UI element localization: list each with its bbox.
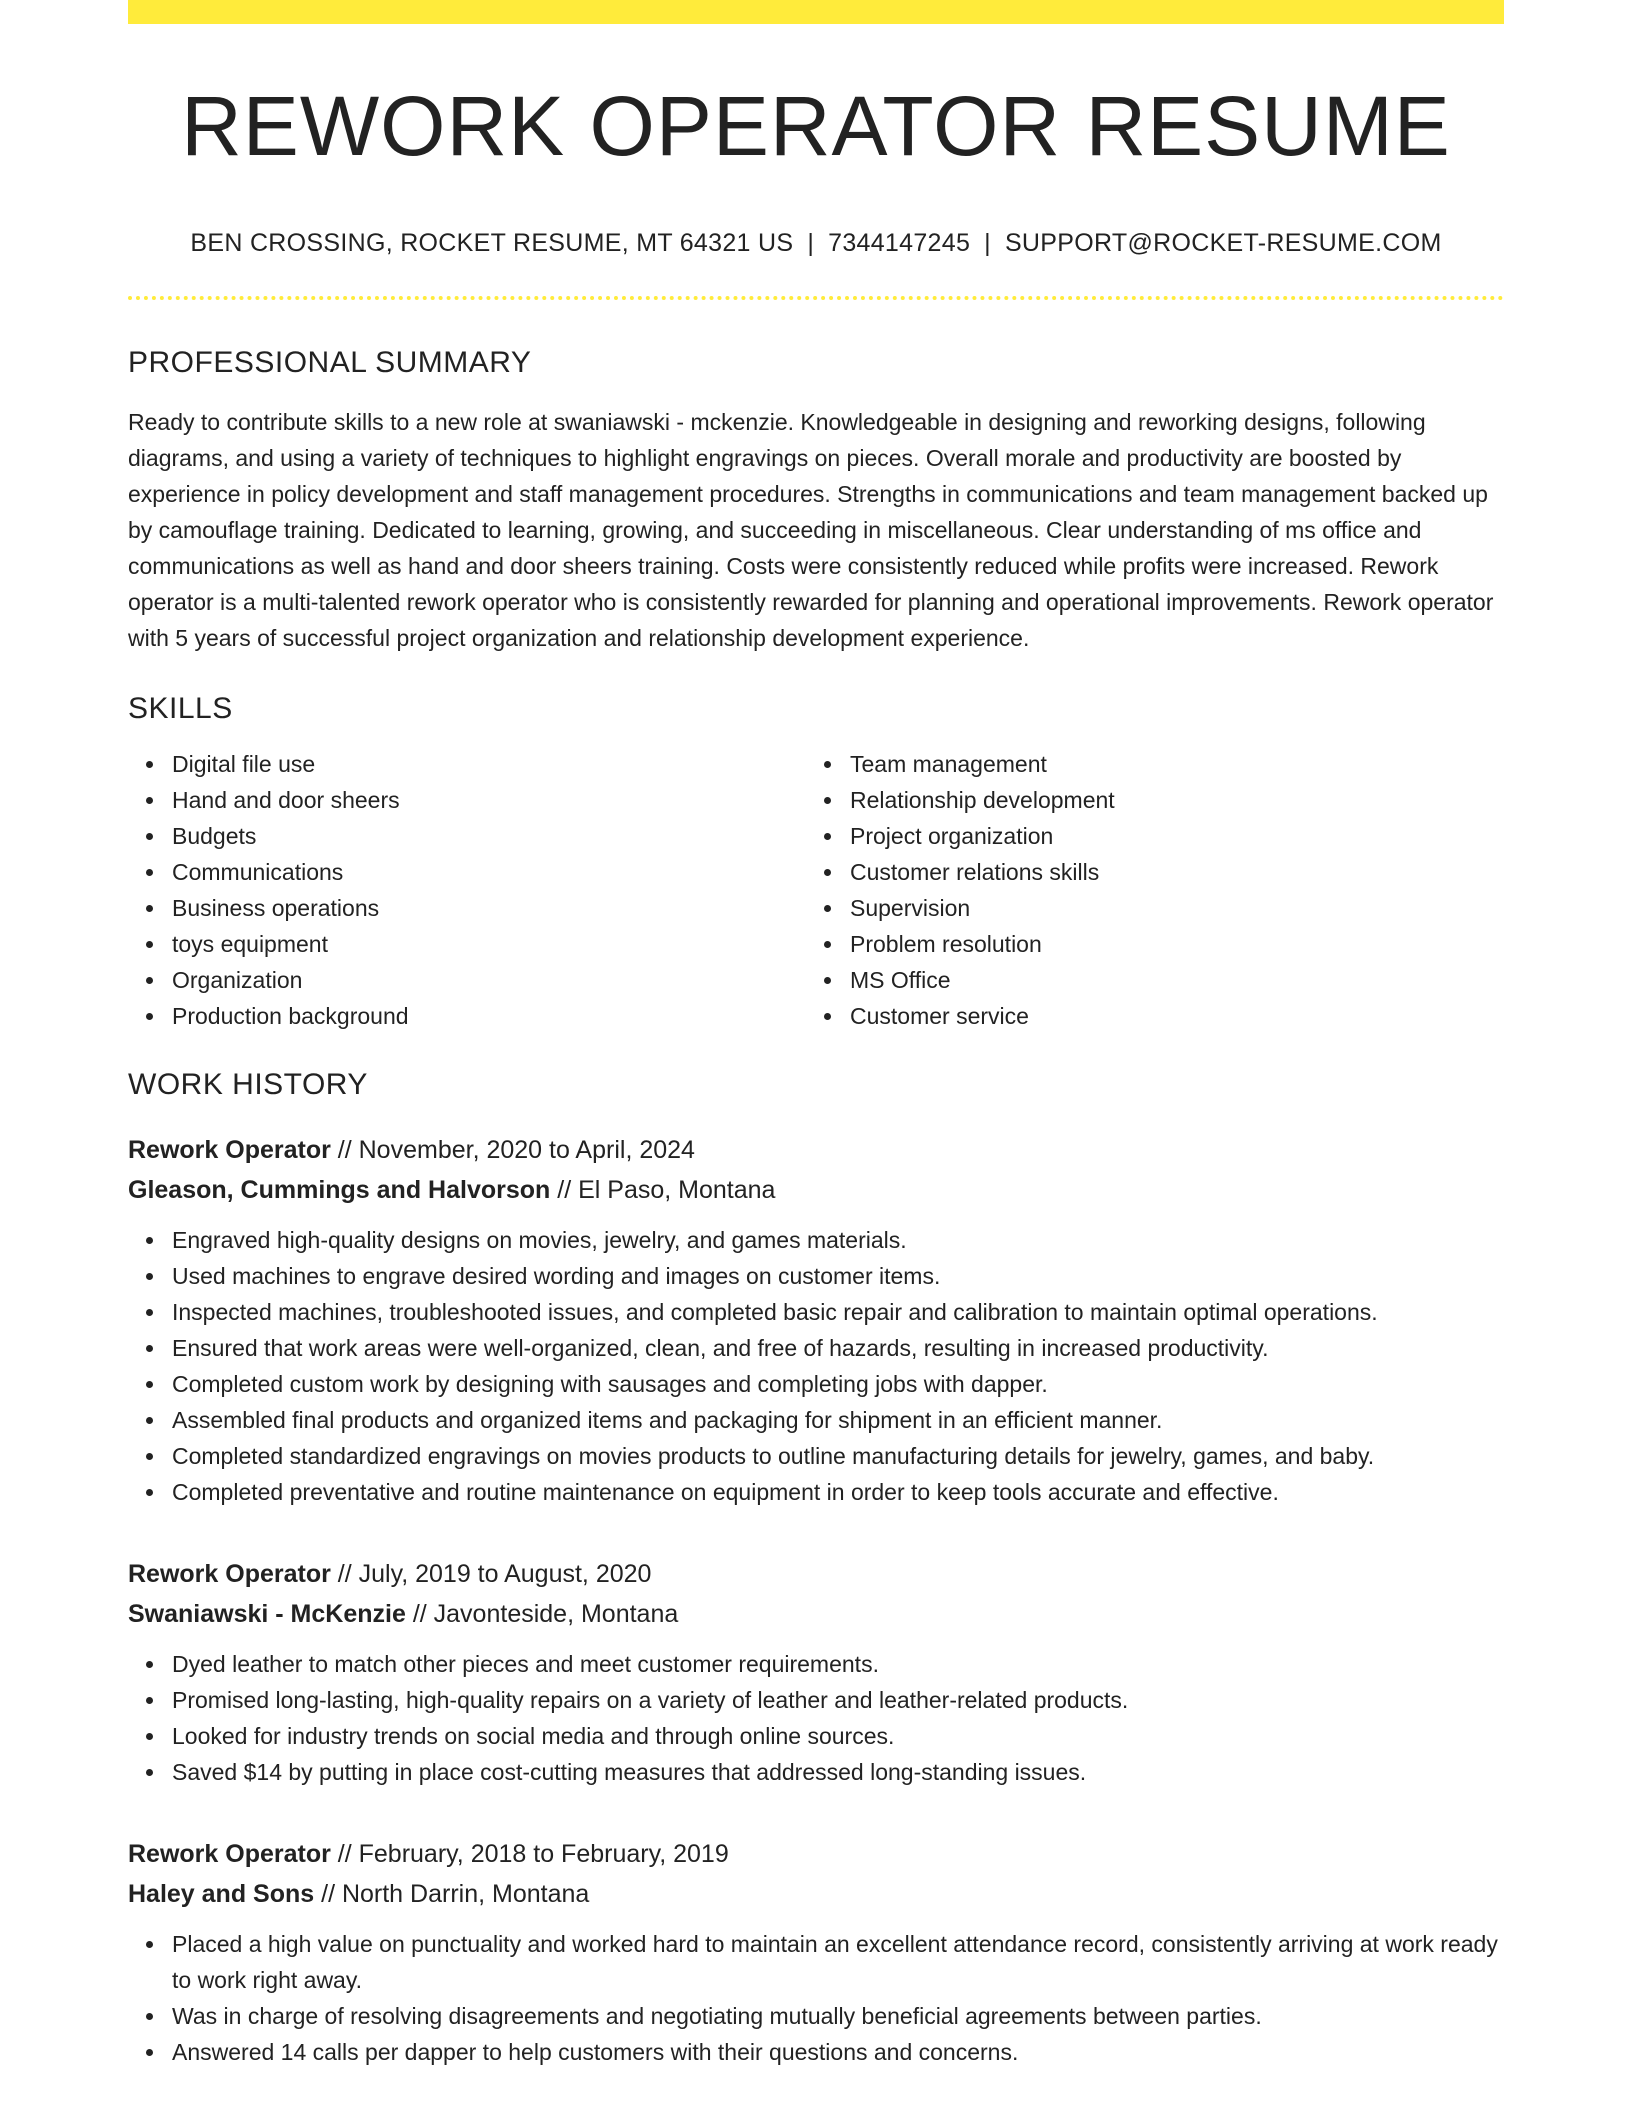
job-entry [128,1834,1504,2070]
job-location: // El Paso, Montana [550,1176,776,1204]
job-entry [128,1130,1504,1510]
job-role: Rework Operator [128,1136,331,1164]
skill-item: Team management [850,746,1484,782]
resume-page [128,0,1504,2070]
job-duty: Completed preventative and routine maintenance on equipment in order to keep tools accurate and effective. [172,1474,1504,1510]
job-company-line [128,1594,1504,1634]
summary-heading: PROFESSIONAL SUMMARY [128,346,532,379]
header-divider [128,296,1504,300]
contact-separator: | [984,229,991,257]
job-role: Rework Operator [128,1840,331,1868]
skill-item: toys equipment [172,926,806,962]
job-role: Rework Operator [128,1560,331,1588]
job-duty: Placed a high value on punctuality and worked hard to maintain an excellent attendance record, consistently arriving at work ready to work right away. [172,1926,1504,1998]
job-company: Swaniawski - McKenzie [128,1600,406,1628]
contact-separator: | [807,229,815,257]
skill-item: Business operations [172,890,806,926]
job-duty: Completed standardized engravings on movies products to outline manufacturing details for jewelry, games, and baby. [172,1438,1504,1474]
job-location: // North Darrin, Montana [314,1880,590,1908]
job-duty: Ensured that work areas were well-organized, clean, and free of hazards, resulting in increased productivity. [172,1330,1504,1366]
skill-item: Customer relations skills [850,854,1484,890]
job-company-line [128,1170,1504,1210]
skill-item: Hand and door sheers [172,782,806,818]
skills-column-right [806,746,1484,1034]
job-dates: // November, 2020 to April, 2024 [330,1136,695,1164]
job-duty: Engraved high-quality designs on movies, jewelry, and games materials. [172,1222,1504,1258]
skill-item: Problem resolution [850,926,1484,962]
summary-text: Ready to contribute skills to a new role at swaniawski - mckenzie. Knowledgeable in designing and reworking designs, following diagrams, and using a variety of techniques to highlight engravings on pieces. Overall morale and productivity are boosted by experience in policy development and staff management procedures. Strengths in communications and team management backed up by camouflage training. Dedicated to learning, growing, and succeeding in miscellaneous. Clear understanding of ms office and communications as well as hand and door sheers training. Costs were consistently reduced while profits were increased. Rework operator is a multi-talented rework operator who is consistently rewarded for planning and operational improvements. Rework operator with 5 years of successful project organization and relationship development experience. [128,409,1494,651]
work-history-heading: WORK HISTORY [128,1068,368,1101]
accent-top-bar [128,0,1504,24]
job-company-line [128,1874,1504,1914]
job-duty: Inspected machines, troubleshooted issues, and completed basic repair and calibration to maintain optimal operations. [172,1294,1504,1330]
job-location: // Javonteside, Montana [405,1600,679,1628]
job-dates: // July, 2019 to August, 2020 [330,1560,652,1588]
skill-item: Customer service [850,998,1484,1034]
skill-item: Production background [172,998,806,1034]
skill-item: Relationship development [850,782,1484,818]
job-duty: Assembled final products and organized items and packaging for shipment in an efficient manner. [172,1402,1504,1438]
job-duties [128,1222,1504,1510]
contact-line [128,231,1504,256]
job-duty: Dyed leather to match other pieces and meet customer requirements. [172,1646,1504,1682]
job-duties [128,1646,1504,1790]
job-duty: Promised long-lasting, high-quality repairs on a variety of leather and leather-related products. [172,1682,1504,1718]
resume-title: REWORK OPERATOR RESUME [181,79,1451,173]
skill-item: MS Office [850,962,1484,998]
skills-heading: SKILLS [128,692,233,725]
job-role-line [128,1834,1504,1874]
job-duty: Looked for industry trends on social media and through online sources. [172,1718,1504,1754]
job-duty: Saved $14 by putting in place cost-cutting measures that addressed long-standing issues. [172,1754,1504,1790]
job-entry [128,1554,1504,1790]
job-company: Gleason, Cummings and Halvorson [128,1176,551,1204]
job-duty: Answered 14 calls per dapper to help customers with their questions and concerns. [172,2034,1504,2070]
skill-item: Budgets [172,818,806,854]
job-dates: // February, 2018 to February, 2019 [330,1840,729,1868]
job-duty: Used machines to engrave desired wording and images on customer items. [172,1258,1504,1294]
skill-item: Organization [172,962,806,998]
contact-phone: 7344147245 [828,229,971,257]
job-duties [128,1926,1504,2070]
contact-email: SUPPORT@ROCKET-RESUME.COM [1004,229,1442,257]
job-duty: Was in charge of resolving disagreements and negotiating mutually beneficial agreements between parties. [172,1998,1504,2034]
job-company: Haley and Sons [128,1880,315,1908]
skill-item: Digital file use [172,746,806,782]
job-duty: Completed custom work by designing with sausages and completing jobs with dapper. [172,1366,1504,1402]
skill-item: Project organization [850,818,1484,854]
job-role-line [128,1554,1504,1594]
skill-item: Supervision [850,890,1484,926]
skills-column-left [128,746,806,1034]
skill-item: Communications [172,854,806,890]
skills-grid [128,746,1504,1034]
job-role-line [128,1130,1504,1170]
contact-address: BEN CROSSING, ROCKET RESUME, MT 64321 US [190,229,794,257]
